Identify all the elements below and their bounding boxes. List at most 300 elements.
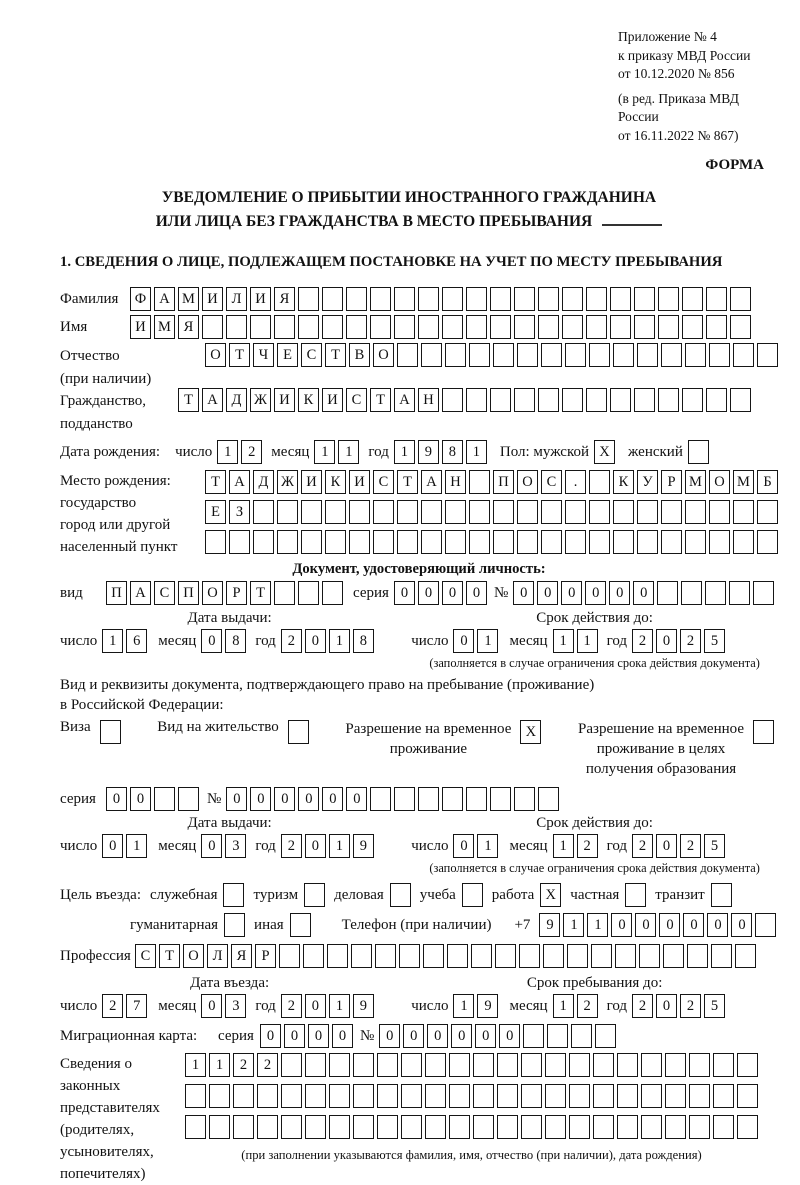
- form-cell[interactable]: 0: [305, 629, 326, 653]
- form-cell[interactable]: Т: [370, 388, 391, 412]
- form-cell[interactable]: А: [394, 388, 415, 412]
- form-cell[interactable]: Ж: [250, 388, 271, 412]
- form-cell[interactable]: О: [517, 470, 538, 494]
- form-cell[interactable]: [250, 315, 271, 339]
- form-cell[interactable]: 2: [257, 1053, 278, 1077]
- form-cell[interactable]: 1: [553, 629, 574, 653]
- form-cell[interactable]: 5: [704, 994, 725, 1018]
- form-cell[interactable]: [685, 343, 706, 367]
- form-cell[interactable]: 0: [475, 1024, 496, 1048]
- form-cell[interactable]: [353, 1053, 374, 1077]
- form-cell[interactable]: [466, 287, 487, 311]
- form-cell[interactable]: 1: [553, 834, 574, 858]
- form-cell[interactable]: [401, 1053, 422, 1077]
- form-cell[interactable]: [322, 315, 343, 339]
- form-cell[interactable]: [370, 315, 391, 339]
- form-cell[interactable]: [421, 530, 442, 554]
- form-cell[interactable]: [637, 343, 658, 367]
- form-cell[interactable]: [545, 1084, 566, 1108]
- form-cell[interactable]: [346, 287, 367, 311]
- form-cell[interactable]: [545, 1053, 566, 1077]
- form-cell[interactable]: [421, 343, 442, 367]
- form-cell[interactable]: [279, 944, 300, 968]
- form-cell[interactable]: [390, 883, 411, 907]
- form-cell[interactable]: 6: [126, 629, 147, 653]
- form-cell[interactable]: [706, 287, 727, 311]
- form-cell[interactable]: [639, 944, 660, 968]
- form-cell[interactable]: 3: [225, 994, 246, 1018]
- form-cell[interactable]: 0: [656, 834, 677, 858]
- form-cell[interactable]: [713, 1115, 734, 1139]
- form-cell[interactable]: [397, 530, 418, 554]
- form-cell[interactable]: У: [637, 470, 658, 494]
- form-cell[interactable]: Ф: [130, 287, 151, 311]
- form-cell[interactable]: 0: [453, 834, 474, 858]
- form-cell[interactable]: 0: [633, 581, 654, 605]
- form-cell[interactable]: [305, 1053, 326, 1077]
- form-cell[interactable]: [353, 1115, 374, 1139]
- form-cell[interactable]: [706, 388, 727, 412]
- form-cell[interactable]: [657, 581, 678, 605]
- form-cell[interactable]: [298, 581, 319, 605]
- form-cell[interactable]: [325, 500, 346, 524]
- form-cell[interactable]: [547, 1024, 568, 1048]
- form-cell[interactable]: [373, 500, 394, 524]
- form-cell[interactable]: [462, 883, 483, 907]
- form-cell[interactable]: 0: [609, 581, 630, 605]
- form-cell[interactable]: 1: [209, 1053, 230, 1077]
- form-cell[interactable]: [418, 315, 439, 339]
- form-cell[interactable]: [224, 913, 245, 937]
- form-cell[interactable]: [493, 500, 514, 524]
- form-cell[interactable]: [375, 944, 396, 968]
- form-cell[interactable]: [401, 1115, 422, 1139]
- form-cell[interactable]: [685, 530, 706, 554]
- form-cell[interactable]: 0: [427, 1024, 448, 1048]
- form-cell[interactable]: [351, 944, 372, 968]
- form-cell[interactable]: [349, 500, 370, 524]
- form-cell[interactable]: С: [135, 944, 156, 968]
- form-cell[interactable]: [757, 500, 778, 524]
- form-cell[interactable]: [713, 1053, 734, 1077]
- form-cell[interactable]: [541, 500, 562, 524]
- form-cell[interactable]: 0: [346, 787, 367, 811]
- form-cell[interactable]: [634, 388, 655, 412]
- form-cell[interactable]: 2: [577, 834, 598, 858]
- form-cell[interactable]: 9: [353, 834, 374, 858]
- form-cell[interactable]: [687, 944, 708, 968]
- form-cell[interactable]: [305, 1084, 326, 1108]
- form-cell[interactable]: [709, 530, 730, 554]
- form-cell[interactable]: 0: [201, 629, 222, 653]
- form-cell[interactable]: [733, 530, 754, 554]
- form-cell[interactable]: [185, 1084, 206, 1108]
- form-cell[interactable]: [565, 343, 586, 367]
- form-cell[interactable]: 2: [680, 994, 701, 1018]
- form-cell[interactable]: [565, 500, 586, 524]
- form-cell[interactable]: К: [613, 470, 634, 494]
- form-cell[interactable]: 9: [539, 913, 560, 937]
- form-cell[interactable]: [521, 1084, 542, 1108]
- form-cell[interactable]: С: [154, 581, 175, 605]
- form-cell[interactable]: [471, 944, 492, 968]
- form-cell[interactable]: [303, 944, 324, 968]
- form-cell[interactable]: Т: [397, 470, 418, 494]
- form-cell[interactable]: 0: [466, 581, 487, 605]
- form-cell[interactable]: 0: [585, 581, 606, 605]
- form-cell[interactable]: [209, 1084, 230, 1108]
- form-cell[interactable]: [301, 530, 322, 554]
- form-cell[interactable]: 1: [563, 913, 584, 937]
- form-cell[interactable]: [586, 287, 607, 311]
- form-cell[interactable]: [253, 500, 274, 524]
- form-cell[interactable]: [689, 1053, 710, 1077]
- form-cell[interactable]: [523, 1024, 544, 1048]
- form-cell[interactable]: [490, 287, 511, 311]
- form-cell[interactable]: 0: [442, 581, 463, 605]
- form-cell[interactable]: [377, 1115, 398, 1139]
- form-cell[interactable]: [346, 315, 367, 339]
- form-cell[interactable]: 9: [353, 994, 374, 1018]
- form-cell[interactable]: [178, 787, 199, 811]
- form-cell[interactable]: [689, 1084, 710, 1108]
- form-cell[interactable]: [425, 1053, 446, 1077]
- form-cell[interactable]: [711, 944, 732, 968]
- form-cell[interactable]: [322, 287, 343, 311]
- form-cell[interactable]: [517, 500, 538, 524]
- form-cell[interactable]: [634, 287, 655, 311]
- form-cell[interactable]: 2: [102, 994, 123, 1018]
- form-cell[interactable]: И: [322, 388, 343, 412]
- form-cell[interactable]: 2: [281, 834, 302, 858]
- form-cell[interactable]: Е: [205, 500, 226, 524]
- form-cell[interactable]: [469, 530, 490, 554]
- form-cell[interactable]: [658, 315, 679, 339]
- form-cell[interactable]: [425, 1115, 446, 1139]
- form-cell[interactable]: И: [349, 470, 370, 494]
- form-cell[interactable]: [634, 315, 655, 339]
- form-cell[interactable]: Е: [277, 343, 298, 367]
- form-cell[interactable]: [562, 388, 583, 412]
- form-cell[interactable]: К: [325, 470, 346, 494]
- form-cell[interactable]: [641, 1084, 662, 1108]
- form-cell[interactable]: [325, 530, 346, 554]
- form-cell[interactable]: 2: [632, 834, 653, 858]
- form-cell[interactable]: 5: [704, 834, 725, 858]
- form-cell[interactable]: М: [154, 315, 175, 339]
- form-cell[interactable]: X: [520, 720, 541, 744]
- form-cell[interactable]: 0: [683, 913, 704, 937]
- form-cell[interactable]: [322, 581, 343, 605]
- form-cell[interactable]: [589, 500, 610, 524]
- form-cell[interactable]: X: [594, 440, 615, 464]
- form-cell[interactable]: [445, 500, 466, 524]
- form-cell[interactable]: X: [540, 883, 561, 907]
- form-cell[interactable]: 0: [379, 1024, 400, 1048]
- form-cell[interactable]: [233, 1115, 254, 1139]
- form-cell[interactable]: [661, 530, 682, 554]
- form-cell[interactable]: Я: [178, 315, 199, 339]
- form-cell[interactable]: [709, 500, 730, 524]
- form-cell[interactable]: 0: [561, 581, 582, 605]
- form-cell[interactable]: 8: [442, 440, 463, 464]
- form-cell[interactable]: К: [298, 388, 319, 412]
- form-cell[interactable]: [541, 343, 562, 367]
- form-cell[interactable]: [466, 388, 487, 412]
- form-cell[interactable]: [497, 1053, 518, 1077]
- form-cell[interactable]: [370, 287, 391, 311]
- form-cell[interactable]: [562, 315, 583, 339]
- form-cell[interactable]: 1: [217, 440, 238, 464]
- form-cell[interactable]: [615, 944, 636, 968]
- form-cell[interactable]: [274, 581, 295, 605]
- form-cell[interactable]: 0: [499, 1024, 520, 1048]
- form-cell[interactable]: 1: [577, 629, 598, 653]
- form-cell[interactable]: [665, 1053, 686, 1077]
- form-cell[interactable]: [466, 315, 487, 339]
- form-cell[interactable]: 0: [611, 913, 632, 937]
- form-cell[interactable]: [445, 530, 466, 554]
- form-cell[interactable]: [753, 720, 774, 744]
- form-cell[interactable]: [298, 287, 319, 311]
- form-cell[interactable]: [490, 388, 511, 412]
- form-cell[interactable]: 2: [680, 629, 701, 653]
- form-cell[interactable]: [589, 343, 610, 367]
- form-cell[interactable]: [514, 287, 535, 311]
- form-cell[interactable]: [514, 787, 535, 811]
- form-cell[interactable]: [713, 1084, 734, 1108]
- form-cell[interactable]: 1: [329, 994, 350, 1018]
- form-cell[interactable]: Л: [207, 944, 228, 968]
- form-cell[interactable]: [613, 343, 634, 367]
- form-cell[interactable]: 0: [305, 834, 326, 858]
- form-cell[interactable]: И: [250, 287, 271, 311]
- form-cell[interactable]: З: [229, 500, 250, 524]
- form-cell[interactable]: [469, 470, 490, 494]
- form-cell[interactable]: А: [202, 388, 223, 412]
- form-cell[interactable]: [610, 287, 631, 311]
- form-cell[interactable]: [711, 883, 732, 907]
- form-cell[interactable]: 1: [466, 440, 487, 464]
- form-cell[interactable]: 0: [418, 581, 439, 605]
- form-cell[interactable]: [277, 530, 298, 554]
- form-cell[interactable]: [733, 500, 754, 524]
- form-cell[interactable]: [425, 1084, 446, 1108]
- form-cell[interactable]: [154, 787, 175, 811]
- form-cell[interactable]: [327, 944, 348, 968]
- form-cell[interactable]: [399, 944, 420, 968]
- form-cell[interactable]: [658, 388, 679, 412]
- form-cell[interactable]: [394, 315, 415, 339]
- form-cell[interactable]: [373, 530, 394, 554]
- form-cell[interactable]: [449, 1115, 470, 1139]
- form-cell[interactable]: [514, 315, 535, 339]
- form-cell[interactable]: [304, 883, 325, 907]
- form-cell[interactable]: М: [733, 470, 754, 494]
- form-cell[interactable]: [205, 530, 226, 554]
- form-cell[interactable]: М: [178, 287, 199, 311]
- form-cell[interactable]: 0: [201, 834, 222, 858]
- form-cell[interactable]: [610, 315, 631, 339]
- form-cell[interactable]: [377, 1053, 398, 1077]
- form-cell[interactable]: [569, 1115, 590, 1139]
- form-cell[interactable]: Я: [274, 287, 295, 311]
- form-cell[interactable]: [442, 315, 463, 339]
- form-cell[interactable]: [394, 787, 415, 811]
- form-cell[interactable]: Р: [226, 581, 247, 605]
- form-cell[interactable]: [281, 1053, 302, 1077]
- form-cell[interactable]: [663, 944, 684, 968]
- form-cell[interactable]: 2: [680, 834, 701, 858]
- form-cell[interactable]: Т: [205, 470, 226, 494]
- form-cell[interactable]: [394, 287, 415, 311]
- form-cell[interactable]: [442, 287, 463, 311]
- form-cell[interactable]: И: [202, 287, 223, 311]
- form-cell[interactable]: С: [373, 470, 394, 494]
- form-cell[interactable]: 8: [225, 629, 246, 653]
- form-cell[interactable]: [753, 581, 774, 605]
- form-cell[interactable]: [682, 388, 703, 412]
- form-cell[interactable]: [233, 1084, 254, 1108]
- form-cell[interactable]: [589, 530, 610, 554]
- form-cell[interactable]: [706, 315, 727, 339]
- form-cell[interactable]: [737, 1053, 758, 1077]
- form-cell[interactable]: [589, 470, 610, 494]
- form-cell[interactable]: [423, 944, 444, 968]
- form-cell[interactable]: [257, 1115, 278, 1139]
- form-cell[interactable]: 2: [281, 629, 302, 653]
- form-cell[interactable]: [595, 1024, 616, 1048]
- form-cell[interactable]: [637, 530, 658, 554]
- form-cell[interactable]: 0: [305, 994, 326, 1018]
- form-cell[interactable]: 2: [241, 440, 262, 464]
- form-cell[interactable]: [421, 500, 442, 524]
- form-cell[interactable]: 7: [126, 994, 147, 1018]
- form-cell[interactable]: [569, 1084, 590, 1108]
- form-cell[interactable]: [401, 1084, 422, 1108]
- form-cell[interactable]: 2: [233, 1053, 254, 1077]
- form-cell[interactable]: [447, 944, 468, 968]
- form-cell[interactable]: [737, 1084, 758, 1108]
- form-cell[interactable]: [730, 287, 751, 311]
- form-cell[interactable]: [593, 1053, 614, 1077]
- form-cell[interactable]: 2: [577, 994, 598, 1018]
- form-cell[interactable]: 1: [477, 834, 498, 858]
- form-cell[interactable]: 0: [656, 629, 677, 653]
- form-cell[interactable]: [473, 1115, 494, 1139]
- form-cell[interactable]: 1: [453, 994, 474, 1018]
- form-cell[interactable]: 0: [707, 913, 728, 937]
- form-cell[interactable]: О: [183, 944, 204, 968]
- form-cell[interactable]: [469, 500, 490, 524]
- form-cell[interactable]: [610, 388, 631, 412]
- form-cell[interactable]: [442, 388, 463, 412]
- form-cell[interactable]: [397, 343, 418, 367]
- form-cell[interactable]: [277, 500, 298, 524]
- form-cell[interactable]: 0: [201, 994, 222, 1018]
- form-cell[interactable]: [229, 530, 250, 554]
- form-cell[interactable]: [490, 315, 511, 339]
- form-cell[interactable]: [329, 1084, 350, 1108]
- form-cell[interactable]: [541, 530, 562, 554]
- form-cell[interactable]: [517, 343, 538, 367]
- form-cell[interactable]: [281, 1084, 302, 1108]
- form-cell[interactable]: 0: [250, 787, 271, 811]
- form-cell[interactable]: [493, 530, 514, 554]
- form-cell[interactable]: [473, 1084, 494, 1108]
- form-cell[interactable]: [571, 1024, 592, 1048]
- form-cell[interactable]: [100, 720, 121, 744]
- form-cell[interactable]: [729, 581, 750, 605]
- form-cell[interactable]: [257, 1084, 278, 1108]
- form-cell[interactable]: [497, 1084, 518, 1108]
- form-cell[interactable]: П: [178, 581, 199, 605]
- form-cell[interactable]: 0: [308, 1024, 329, 1048]
- form-cell[interactable]: 0: [322, 787, 343, 811]
- form-cell[interactable]: [617, 1053, 638, 1077]
- form-cell[interactable]: О: [709, 470, 730, 494]
- form-cell[interactable]: 1: [102, 629, 123, 653]
- form-cell[interactable]: [209, 1115, 230, 1139]
- form-cell[interactable]: [565, 530, 586, 554]
- form-cell[interactable]: [730, 388, 751, 412]
- form-cell[interactable]: [613, 530, 634, 554]
- form-cell[interactable]: Н: [445, 470, 466, 494]
- form-cell[interactable]: Д: [253, 470, 274, 494]
- form-cell[interactable]: [682, 315, 703, 339]
- form-cell[interactable]: 0: [659, 913, 680, 937]
- form-cell[interactable]: 2: [281, 994, 302, 1018]
- form-cell[interactable]: Я: [231, 944, 252, 968]
- form-cell[interactable]: 0: [635, 913, 656, 937]
- form-cell[interactable]: Ж: [277, 470, 298, 494]
- form-cell[interactable]: [567, 944, 588, 968]
- form-cell[interactable]: [661, 500, 682, 524]
- form-cell[interactable]: А: [229, 470, 250, 494]
- form-cell[interactable]: [688, 440, 709, 464]
- form-cell[interactable]: [562, 287, 583, 311]
- form-cell[interactable]: [613, 500, 634, 524]
- form-cell[interactable]: [543, 944, 564, 968]
- form-cell[interactable]: 1: [126, 834, 147, 858]
- form-cell[interactable]: [497, 1115, 518, 1139]
- form-cell[interactable]: Д: [226, 388, 247, 412]
- form-cell[interactable]: [298, 315, 319, 339]
- form-cell[interactable]: Б: [757, 470, 778, 494]
- form-cell[interactable]: [223, 883, 244, 907]
- form-cell[interactable]: [665, 1084, 686, 1108]
- form-cell[interactable]: М: [685, 470, 706, 494]
- form-cell[interactable]: [705, 581, 726, 605]
- form-cell[interactable]: 0: [731, 913, 752, 937]
- form-cell[interactable]: [681, 581, 702, 605]
- form-cell[interactable]: [709, 343, 730, 367]
- form-cell[interactable]: 1: [185, 1053, 206, 1077]
- form-cell[interactable]: [735, 944, 756, 968]
- form-cell[interactable]: 5: [704, 629, 725, 653]
- form-cell[interactable]: Н: [418, 388, 439, 412]
- form-cell[interactable]: [689, 1115, 710, 1139]
- form-cell[interactable]: [545, 1115, 566, 1139]
- form-cell[interactable]: 0: [332, 1024, 353, 1048]
- form-cell[interactable]: А: [421, 470, 442, 494]
- form-cell[interactable]: И: [274, 388, 295, 412]
- form-cell[interactable]: [253, 530, 274, 554]
- form-cell[interactable]: [493, 343, 514, 367]
- form-cell[interactable]: [685, 500, 706, 524]
- form-cell[interactable]: [377, 1084, 398, 1108]
- form-cell[interactable]: О: [205, 343, 226, 367]
